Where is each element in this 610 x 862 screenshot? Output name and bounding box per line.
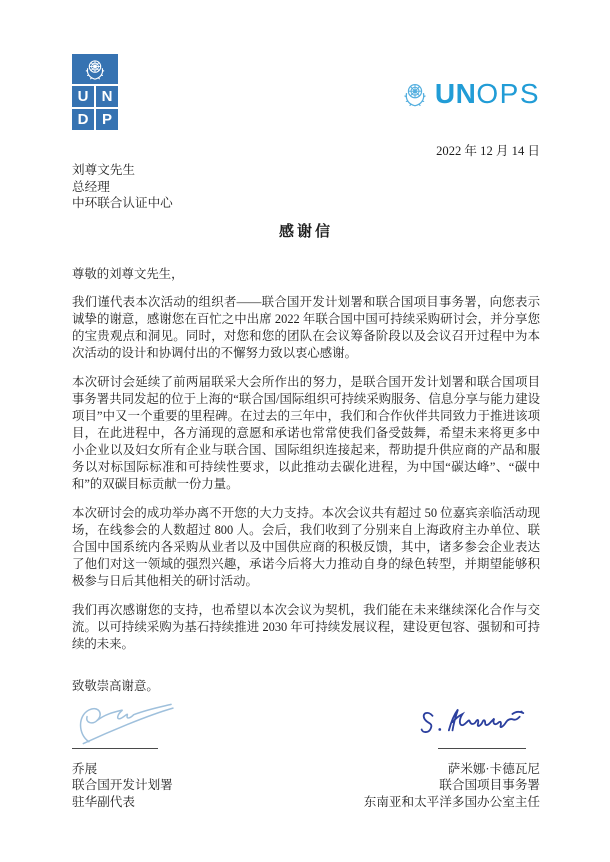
un-emblem-icon bbox=[400, 79, 430, 109]
signature-section bbox=[72, 702, 540, 811]
letter-date: 2022 年 12 月 14 日 bbox=[436, 144, 540, 158]
paragraph-2: 本次研讨会延续了前两届联采大会所作出的努力，是联合国开发计划署和联合国项目事务署共同发起的位于上海的“联合国/国际组织可持续采购服务、信息分享与能力建设项目”中又一个重要的里程碑。在过去的三年中，我们和合作伙伴共同致力于推进该项目，在此进程中，各方涌现的意愿和承诺也常常使我们备受鼓舞，希望未来将更多中小企业以及妇女所有企业与联合国、国际组织连接起来，帮助提升供应商的产品和服务以对标国际标准和可持续性要求，以此推动去碳化进程，为中国“碳达峰”、“碳中和”的双碳目标贡献一份力量。 bbox=[72, 374, 540, 491]
paragraph-4: 我们再次感谢您的支持，也希望以本次会议为契机，我们能在未来继续深化合作与交流。以可持续采购为基石持续推进 2030 年可持续发展议程，建设更包容、强韧和可持续的未来。 bbox=[72, 602, 540, 651]
signature-block-right bbox=[364, 702, 540, 811]
paragraph-3: 本次研讨会的成功举办离不开您的大力支持。本次会议共有超过 50 位嘉宾亲临活动现场，在线参会的人数超过 800 人。会后，我们收到了分别来自上海政府主办单位、联合国中国系统内各采购从业者以及中国供应商的积极反馈，其中，诸多参会企业表达了他们对这一领域的强烈兴趣，承诺今后将大力推动自身的绿色转型，并期望能够积极参与日后其他相关的研讨活动。 bbox=[72, 505, 540, 588]
signer-title: 东南亚和太平洋多国办公室主任 bbox=[363, 794, 540, 809]
letter-title: 感谢信 bbox=[278, 223, 333, 240]
signature-left-image bbox=[74, 702, 186, 746]
closing-phrase: 致敬崇高谢意。 bbox=[72, 678, 159, 693]
undp-letter-u: U bbox=[72, 86, 94, 107]
undp-logo bbox=[72, 54, 118, 130]
unops-wordmark-bold: UN bbox=[434, 78, 477, 109]
undp-letter-p: P bbox=[96, 109, 118, 130]
signature-line bbox=[72, 748, 158, 749]
signature-right-image bbox=[418, 702, 536, 746]
un-emblem-icon bbox=[72, 54, 118, 84]
recipient-name: 刘尊文先生 bbox=[72, 163, 135, 177]
salutation: 尊敬的刘尊文先生， bbox=[72, 266, 184, 281]
header bbox=[72, 54, 540, 132]
signer-org: 联合国开发计划署 bbox=[72, 778, 173, 792]
unops-wordmark-light: OPS bbox=[476, 78, 540, 109]
recipient-org: 中环联合认证中心 bbox=[72, 196, 173, 210]
paragraph-1: 我们谨代表本次活动的组织者——联合国开发计划署和联合国项目事务署，向您表示诚挚的谢意，感谢您在百忙之中出席 2022 年联合国中国可持续采购研讨会，并分享您的宝贵观点和洞见。同时，对您和您的团队在会议筹备阶段以及会议召开过程中为本次活动的设计和协调付出的不懈努力致以衷心感谢。 bbox=[72, 294, 540, 360]
unops-logo bbox=[400, 78, 540, 110]
signature-line bbox=[438, 748, 526, 749]
signer-title: 驻华副代表 bbox=[72, 794, 135, 809]
recipient-title: 总经理 bbox=[72, 179, 110, 194]
signature-block-left bbox=[72, 702, 186, 811]
undp-letter-d: D bbox=[72, 109, 94, 130]
signer-name: 乔展 bbox=[72, 761, 98, 776]
signer-org: 联合国项目事务署 bbox=[439, 778, 540, 792]
undp-letter-n: N bbox=[96, 86, 118, 107]
recipient-block bbox=[72, 162, 540, 212]
signer-name: 萨米娜·卡德瓦尼 bbox=[447, 761, 540, 776]
undp-wordmark bbox=[72, 86, 118, 130]
